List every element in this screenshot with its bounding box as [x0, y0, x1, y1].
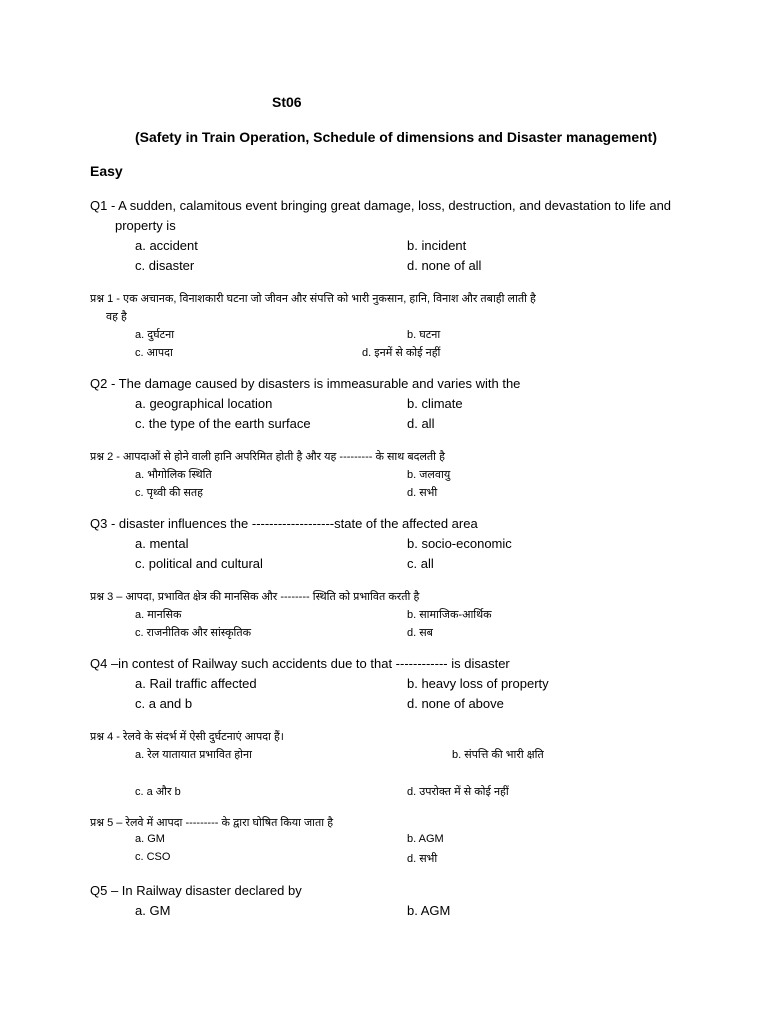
q2-option-c: c. the type of the earth surface: [135, 416, 311, 431]
h5-option-a: a. GM: [135, 833, 165, 845]
q3-option-c: c. political and cultural: [135, 556, 263, 571]
h2-option-a: a. भौगोलिक स्थिति: [135, 469, 212, 481]
h3-text: प्रश्न 3 – आपदा, प्रभावित क्षेत्र की मानसिक और -------- स्थिति को प्रभावित करती है: [90, 591, 420, 603]
q2-option-d: d. all: [407, 416, 435, 431]
h3-option-d: d. सब: [407, 627, 433, 639]
q1-text: Q1 - A sudden, calamitous event bringing great damage, loss, destruction, and devastation to life and: [90, 198, 672, 213]
q3-option-d: c. all: [407, 556, 434, 571]
h2-option-b: b. जलवायु: [407, 469, 451, 481]
q1-text-cont: property is: [115, 218, 176, 233]
q1-option-b: b. incident: [407, 238, 467, 253]
q3-text: Q3 - disaster influences the -------------------state of the affected area: [90, 516, 478, 531]
h4-option-d: d. उपरोक्त में से कोई नहीं: [407, 786, 509, 798]
h5-option-d: d. सभी: [407, 853, 438, 865]
q4-option-b: b. heavy loss of property: [407, 676, 549, 691]
q3-option-a: a. mental: [135, 536, 189, 551]
h2-option-d: d. सभी: [407, 487, 438, 499]
h2-option-c: c. पृथ्वी की सतह: [135, 487, 204, 499]
h3-option-c: c. राजनीतिक और सांस्कृतिक: [135, 627, 252, 639]
doc-subtitle: (Safety in Train Operation, Schedule of dimensions and Disaster management): [135, 129, 658, 145]
h4-option-b: b. संपत्ति की भारी क्षति: [452, 749, 544, 761]
h1-option-d: d. इनमें से कोई नहीं: [362, 347, 441, 359]
h1-option-c: c. आपदा: [135, 347, 173, 359]
h1-option-b: b. घटना: [407, 329, 441, 341]
h3-option-a: a. मानसिक: [135, 609, 182, 621]
doc-code: St06: [272, 94, 302, 110]
h3-option-b: b. सामाजिक-आर्थिक: [407, 609, 492, 621]
h2-text: प्रश्न 2 - आपदाओं से होने वाली हानि अपरिमित होती है और यह --------- के साथ बदलती है: [90, 451, 445, 463]
q4-text: Q4 –in contest of Railway such accidents due to that ------------ is disaster: [90, 656, 510, 671]
h4-text: प्रश्न 4 - रेलवे के संदर्भ में ऐसी दुर्घटनाएं आपदा हैं।: [90, 731, 284, 743]
h4-option-a: a. रेल यातायात प्रभावित होना: [135, 749, 252, 761]
q2-text: Q2 - The damage caused by disasters is immeasurable and varies with the: [90, 376, 521, 391]
h5-text: प्रश्न 5 – रेलवे में आपदा --------- के द्वारा घोषित किया जाता है: [90, 817, 334, 829]
q4-option-c: c. a and b: [135, 696, 193, 711]
level-heading: Easy: [90, 163, 123, 179]
q5-option-a: a. GM: [135, 903, 171, 918]
h4-option-c: c. a और b: [135, 786, 181, 798]
h5-option-c: c. CSO: [135, 851, 171, 863]
q5-text: Q5 – In Railway disaster declared by: [90, 883, 302, 898]
h1-text: प्रश्न 1 - एक अचानक, विनाशकारी घटना जो जीवन और संपत्ति को भारी नुकसान, हानि, विनाश और तबाही लाती है: [90, 293, 536, 305]
q3-option-b: b. socio-economic: [407, 536, 512, 551]
h5-option-b: b. AGM: [407, 833, 444, 845]
q5-option-b: b. AGM: [407, 903, 451, 918]
q1-option-a: a. accident: [135, 238, 198, 253]
q1-option-c: c. disaster: [135, 258, 195, 273]
q1-option-d: d. none of all: [407, 258, 482, 273]
q4-option-a: a. Rail traffic affected: [135, 676, 257, 691]
h1-text-cont: वह है: [106, 311, 127, 323]
q2-option-a: a. geographical location: [135, 396, 273, 411]
q4-option-d: d. none of above: [407, 696, 504, 711]
h1-option-a: a. दुर्घटना: [135, 329, 175, 341]
q2-option-b: b. climate: [407, 396, 463, 411]
